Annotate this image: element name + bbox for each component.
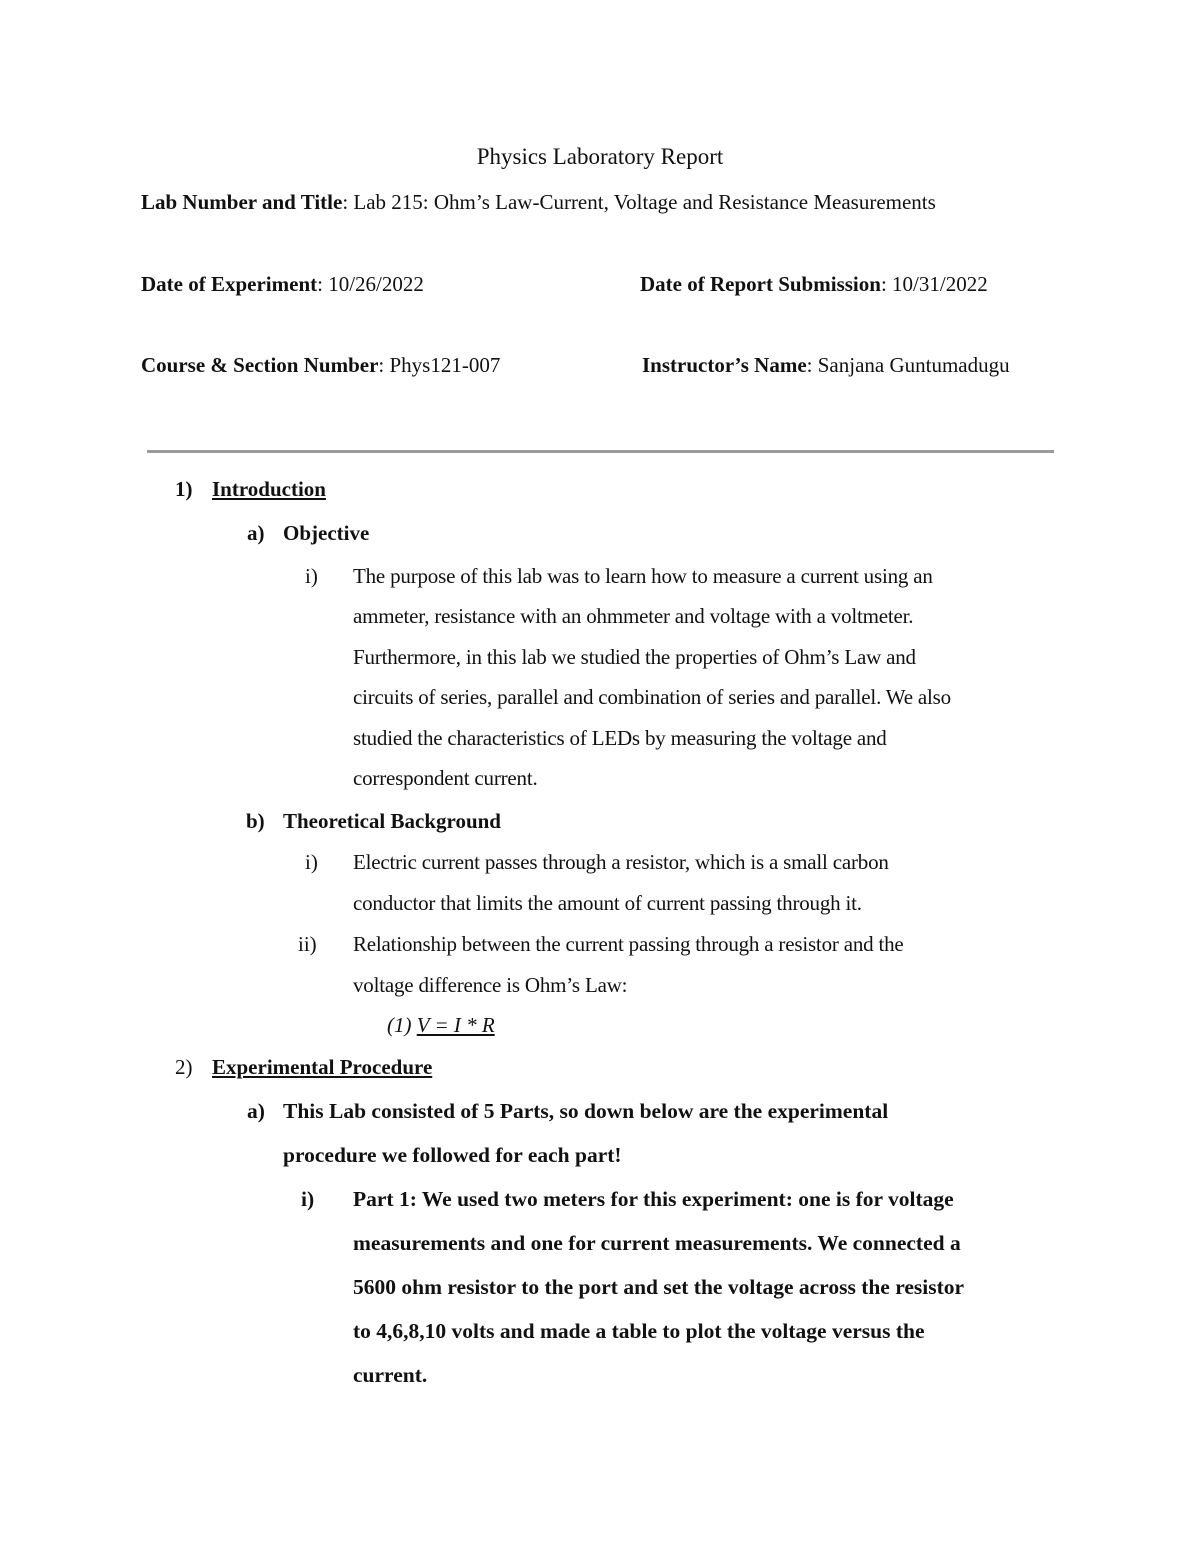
instructor-name-label: Instructor’s Name: [642, 353, 807, 377]
theory-item2-line: voltage difference is Ohm’s Law:: [353, 973, 628, 997]
section-2-heading: Experimental Procedure: [212, 1055, 433, 1079]
objective-heading: Objective: [283, 521, 370, 545]
header-divider: [147, 450, 1054, 453]
equation-line: [387, 1013, 495, 1038]
instructor-name: [642, 353, 1010, 378]
date-of-submission: [640, 272, 988, 297]
section-2-number: 2): [175, 1055, 193, 1079]
date-of-experiment-value: : 10/26/2022: [317, 272, 424, 296]
part1-marker: i): [301, 1187, 315, 1211]
theory-heading: Theoretical Background: [283, 809, 501, 833]
lab-title-value: : Lab 215: Ohm’s Law-Current, Voltage and Resistance Measurements: [342, 190, 936, 214]
section-1-heading: Introduction: [212, 477, 326, 501]
theory-item1-line: Electric current passes through a resistor, which is a small carbon: [353, 850, 889, 874]
section-1-number: 1): [175, 477, 193, 501]
objective-line: The purpose of this lab was to learn how to measure a current using an: [353, 564, 933, 588]
theory-item2-line: Relationship between the current passing through a resistor and the: [353, 932, 904, 956]
course-section-value: : Phys121-007: [378, 353, 501, 377]
objective-line: correspondent current.: [353, 766, 538, 790]
part1-line: current.: [353, 1363, 428, 1387]
objective-item-marker: i): [305, 564, 318, 588]
course-section: [141, 353, 500, 378]
part1-line: to 4,6,8,10 volts and made a table to plot the voltage versus the: [353, 1319, 925, 1343]
objective-line: ammeter, resistance with an ohmmeter and voltage with a voltmeter.: [353, 604, 914, 628]
theory-item1-line: conductor that limits the amount of current passing through it.: [353, 891, 862, 915]
objective-line: studied the characteristics of LEDs by measuring the voltage and: [353, 726, 887, 750]
part1-text: : We used two meters for this experiment: one is for voltage: [409, 1187, 954, 1211]
procedure-a-line: procedure we followed for each part!: [283, 1143, 622, 1167]
procedure-a-marker: a): [247, 1099, 265, 1123]
theory-item1-marker: i): [305, 850, 318, 874]
objective-marker: a): [247, 521, 265, 545]
part1-line: 5600 ohm resistor to the port and set the voltage across the resistor: [353, 1275, 965, 1299]
instructor-name-value: : Sanjana Guntumadugu: [806, 353, 1010, 377]
part1-line: measurements and one for current measurements. We connected a: [353, 1231, 961, 1255]
lab-title-label: Lab Number and Title: [141, 190, 343, 214]
lab-title-line: [141, 190, 936, 215]
date-of-experiment-label: Date of Experiment: [141, 272, 318, 296]
page-title: Physics Laboratory Report: [476, 144, 724, 169]
date-of-submission-label: Date of Report Submission: [640, 272, 881, 296]
part1-line: [353, 1187, 954, 1212]
theory-item2-marker: ii): [298, 932, 317, 956]
date-of-experiment: [141, 272, 424, 297]
ohms-law-equation: V = I * R: [416, 1013, 495, 1037]
part1-label: Part 1: [353, 1187, 410, 1211]
objective-line: circuits of series, parallel and combination of series and parallel. We also: [353, 685, 951, 709]
procedure-a-line: This Lab consisted of 5 Parts, so down below are the experimental: [283, 1099, 889, 1123]
equation-number: (1): [387, 1013, 412, 1037]
objective-line: Furthermore, in this lab we studied the properties of Ohm’s Law and: [353, 645, 916, 669]
course-section-label: Course & Section Number: [141, 353, 379, 377]
date-of-submission-value: : 10/31/2022: [880, 272, 988, 296]
theory-marker: b): [246, 809, 265, 833]
